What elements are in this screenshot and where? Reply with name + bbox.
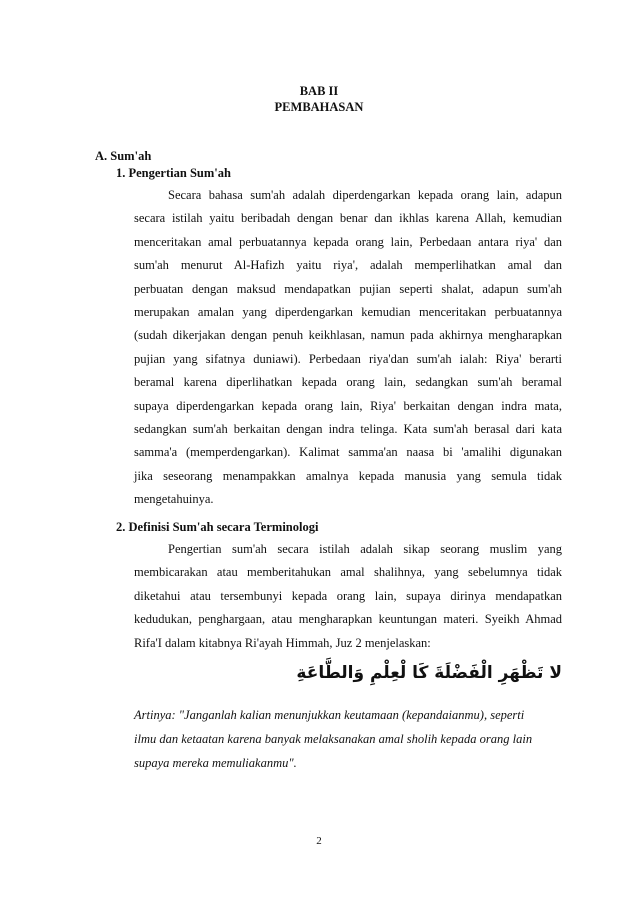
arabic-quote: لا تَظْهَرِ الْفَضْلَةَ كَا لْعِلْمِ وَالطَّاعَةِ <box>296 663 562 683</box>
text-line: pujian yang sifatnya duniawi). Perbedaan riya'dan sum'ah ialah: Riya' berarti <box>134 351 562 366</box>
text-line: beramal karena diperlihatkan kepada orang lain, sedangkan sum'ah beramal <box>134 375 562 390</box>
paragraph-terminologi <box>134 538 562 655</box>
translation-line: ilmu dan ketaatan karena banyak melaksanakan amal sholih kepada orang lain <box>134 732 533 746</box>
text-line: samma'a (memperdengarkan). Kalimat samma'an naasa bi 'amalihi digunakan <box>134 445 562 460</box>
page-number: 2 <box>316 835 322 847</box>
text-line: merupakan amalan yang diperdengarkan kemudian menceritakan perbuatannya <box>134 304 562 319</box>
section-heading: A. Sum'ah <box>95 149 152 163</box>
text-line: menceritakan amal perbuatannya kepada orang lain, Perbedaan antara riya' dan <box>134 234 562 249</box>
chapter-subtitle: PEMBAHASAN <box>274 100 364 114</box>
translation-line: Artinya: "Janganlah kalian menunjukkan keutamaan (kepandaianmu), seperti <box>134 708 525 722</box>
translation-line: supaya mereka memuliakanmu". <box>134 756 297 770</box>
text-line: (sudah dikerjakan dengan penuh keikhlasan, namun pada akhirnya mengharapkan <box>134 328 562 343</box>
text-line: Rifa'I dalam kitabnya Ri'ayah Himmah, Juz 2 menjelaskan: <box>134 635 431 650</box>
text-line: perbuatan dengan maksud mendapatkan pujian seperti shalat, adapun sum'ah <box>134 281 562 296</box>
text-line: membicarakan atau memberitahukan amal shalihnya, yang sebelumnya tidak <box>134 565 562 580</box>
text-line: supaya diperdengarkan kepada orang lain, Riya' berkaitan dengan indra mata, <box>134 398 562 413</box>
translation-block <box>134 703 562 775</box>
text-line: diketahui atau tersembunyi kepada orang lain, supaya dirinya mendapatkan <box>134 588 562 603</box>
paragraph-pengertian <box>134 184 562 511</box>
text-line: secara istilah yaitu beribadah dengan benar dan ikhlas karena Allah, kemudian <box>134 211 562 226</box>
chapter-title: BAB II <box>299 84 339 98</box>
text-line: mengetahuinya. <box>134 492 214 507</box>
subsection-heading-2: 2. Definisi Sum'ah secara Terminologi <box>116 520 319 534</box>
text-line: Secara bahasa sum'ah adalah diperdengarkan kepada orang lain, adapun <box>168 188 562 202</box>
text-line: sum'ah menurut Al-Hafizh yaitu riya', adalah memperlihatkan amal dan <box>134 258 562 273</box>
subsection-heading-1: 1. Pengertian Sum'ah <box>116 166 231 180</box>
text-line: Pengertian sum'ah secara istilah adalah sikap seorang muslim yang <box>168 542 562 556</box>
text-line: jika seseorang menampakkan amalnya kepada manusia yang semula tidak <box>134 468 562 483</box>
text-line: sedangkan sum'ah berkaitan dengan indra telinga. Kata sum'ah berasal dari kata <box>134 421 562 436</box>
text-line: kedudukan, penghargaan, atau mengharapkan keuntungan materi. Syeikh Ahmad <box>134 612 562 627</box>
